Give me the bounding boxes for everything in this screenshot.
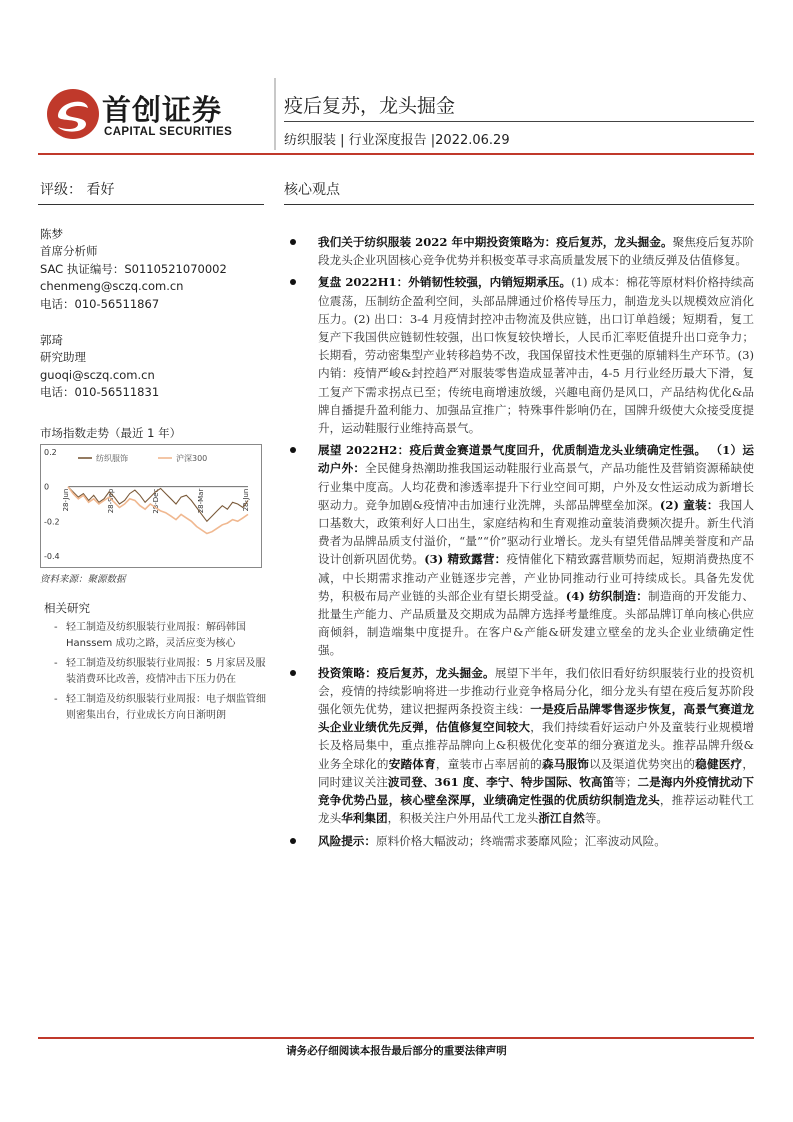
legend-label: 沪深300 bbox=[176, 454, 208, 463]
right-heading-rule bbox=[284, 204, 754, 205]
related-item[interactable]: - 轻工制造及纺织服装行业周报：解码韩国 Hanssem 成功之路，灵活应变为核心 bbox=[54, 622, 246, 649]
x-tick-label: 28-Jun bbox=[242, 488, 250, 512]
bullet-investment-strategy: 投资策略：疫后复苏，龙头掘金。展望下半年，我们依旧看好纺织服装行业的投资机会，疫情的持续影响将进一步推动行业竞争格局分化，细分龙头有望在疫后复苏阶段强化领先优势，建议把握两条投资主线：一是疫后品牌零售逐步恢复，高景气赛道龙头企业业绩优先反弹，估值修复空间较大，我们持续看好运动户外及童装行业规模增长及格局集中，重点推荐品牌向上&积极优化变革的细分赛道龙头。推荐品牌升级&业务全球化的安踏体育，童装市占率居前的森马服饰以及渠道优势突出的稳健医疗，同时建议关注波司登、361 度、李宁、特步国际、牧高笛等；二是海内外疫情扰动下竞争优势凸显，核心壁垒深厚，业绩确定性强的优质纺织制造龙头，推荐运动鞋代工龙头华利集团，积极关注户外用品代工龙头浙江自然等。 bbox=[284, 664, 754, 828]
header-divider bbox=[274, 78, 276, 150]
bullet-review: 复盘 2022H1：外销韧性较强，内销短期承压。(1) 成本：棉花等原材料价格持续高位震荡，压制纺企盈利空间，头部品牌通过价格传导压力，制造龙头以规模效应消化压力。(2) 出口：3-4 月疫情封控冲击物流及供应链，出口订单趋缓；短期看，复工复产下我国供应链韧性较强，出口恢复较快增长，人民币汇率贬值提升出口竞争力；长期看，劳动密集型产业转移趋势不改，我国保留技术性更强的原辅料生产环节。(3) 内销：疫情严峻&封控趋严对服装零售造成显著冲击，4-5 月行业经历最大下滑，复工复产下需求拐点已至；传统电商增速放缓，兴趣电商仍是风口，产品结构优化&品牌自播提升盈利能力、加强品宣推广；特殊事件影响仍在，国牌升级使大众接受度提升，运动鞋服行业维持高景气。 bbox=[284, 273, 754, 437]
related-item[interactable]: - 轻工制造及纺织服装行业周报：电子烟监管细则密集出台，行业成长方向日渐明朗 bbox=[54, 694, 266, 721]
bullet-risk: 风险提示：原料价格大幅波动；终端需求萎靡风险；汇率波动风险。 bbox=[284, 832, 754, 850]
analyst-card bbox=[40, 226, 227, 313]
bullet-dot bbox=[290, 447, 296, 453]
bullet-outlook: 展望 2022H2：疫后黄金赛道景气度回升，优质制造龙头业绩确定性强。 （1）运动户外：全民健身热潮助推我国运动鞋服行业高景气，产品功能性及营销资源稀缺使行业集中度高。人均花费和渗透率提升下行业空间可期，户外及女性运动成为新增长驱动力。竞争加剧&疫情冲击加速行业洗牌，头部品牌壁垒加深。(2) 童装：我国人口基数大，政策利好人口出生，家庭结构和生育观推动童装消费频次提升。新生代消费者为品牌品质支付溢价，“量”“价”驱动行业增长。龙头有望凭借品牌美誉度和产品设计创新巩固优势。(3) 精致露营：疫情催化下精致露营顺势而起，短期消费热度不减，中长期需求推动产业链逐步完善，产业协同推动行业可持续成长。具备先发优势，积极布局产业链的头部企业有望长期受益。(4) 纺织制造：制造商的开发能力、批量生产能力、产品质量及交期成为品牌方选择考量维度。头部品牌订单向核心供应商倾斜，制造端集中度提升。在客户&产能&研发建立壁垒的龙头企业业绩确定性强。 bbox=[284, 441, 754, 659]
legend-label: 纺织服饰 bbox=[96, 454, 128, 463]
header-rule bbox=[38, 153, 754, 155]
analyst-email[interactable]: chenmeng@sczq.com.cn bbox=[40, 279, 184, 294]
analyst-email[interactable]: guoqi@sczq.com.cn bbox=[40, 367, 155, 382]
brand-name-cn: 首创证券 bbox=[102, 93, 223, 127]
bullet-dot bbox=[290, 838, 296, 844]
related-research-heading: 相关研究 bbox=[44, 601, 90, 615]
market-index-chart bbox=[40, 444, 262, 568]
x-tick-label: 28-Mar bbox=[197, 488, 205, 514]
analyst-phone: 电话：010-56511831 bbox=[40, 385, 160, 400]
footer-rule bbox=[38, 1037, 754, 1039]
title-rule bbox=[284, 121, 754, 122]
related-research-list bbox=[38, 620, 266, 728]
analyst-name: 陈梦 bbox=[40, 227, 63, 241]
x-tick-label: 28-Sep bbox=[107, 488, 115, 514]
analyst-phone: 电话：010-56511867 bbox=[40, 296, 160, 311]
y-tick-label: -0.2 bbox=[44, 517, 60, 527]
report-title: 疫后复苏，龙头掘金 bbox=[284, 95, 456, 117]
chart-title: 市场指数走势（最近 1 年） bbox=[40, 426, 182, 440]
core-view-body bbox=[284, 233, 754, 854]
analyst-title: 首席分析师 bbox=[40, 244, 98, 259]
left-heading-rule bbox=[38, 204, 264, 205]
bullet-strategy: 我们关于纺织服装 2022 年中期投资策略为：疫后复苏，龙头掘金。聚焦疫后复苏阶段龙头企业巩固核心竞争优势并积极变革寻求高质量发展下的业绩反弹及估值修复。 bbox=[284, 233, 754, 269]
legal-notice: 请务必仔细阅读本报告最后部分的重要法律声明 bbox=[286, 1045, 507, 1057]
core-view-heading: 核心观点 bbox=[284, 182, 340, 198]
analyst-title: 研究助理 bbox=[40, 350, 86, 365]
report-subtitle: 纺织服装 | 行业深度报告 |2022.06.29 bbox=[284, 133, 510, 148]
chart-source: 资料来源：聚源数据 bbox=[40, 574, 126, 585]
x-tick-label: 28-Dec bbox=[152, 488, 160, 514]
analyst-card bbox=[40, 332, 159, 402]
related-item[interactable]: - 轻工制造及纺织服装行业周报：5 月家居及服装消费环比改善，疫情冲击下压力仍在 bbox=[54, 658, 266, 685]
analyst-cert: SAC 执证编号：S0110521070002 bbox=[40, 261, 227, 276]
bullet-dot bbox=[290, 670, 296, 676]
y-tick-label: 0.2 bbox=[44, 448, 57, 457]
brand-name-en: CAPITAL SECURITIES bbox=[104, 126, 233, 138]
bullet-dot bbox=[290, 239, 296, 245]
rating-label: 评级： 看好 bbox=[40, 182, 115, 198]
analyst-name: 郭琦 bbox=[40, 333, 63, 347]
y-tick-label: -0.4 bbox=[44, 552, 60, 561]
bullet-dot bbox=[290, 279, 296, 285]
x-tick-label: 28-Jun bbox=[62, 488, 70, 512]
y-tick-label: 0 bbox=[44, 482, 50, 492]
